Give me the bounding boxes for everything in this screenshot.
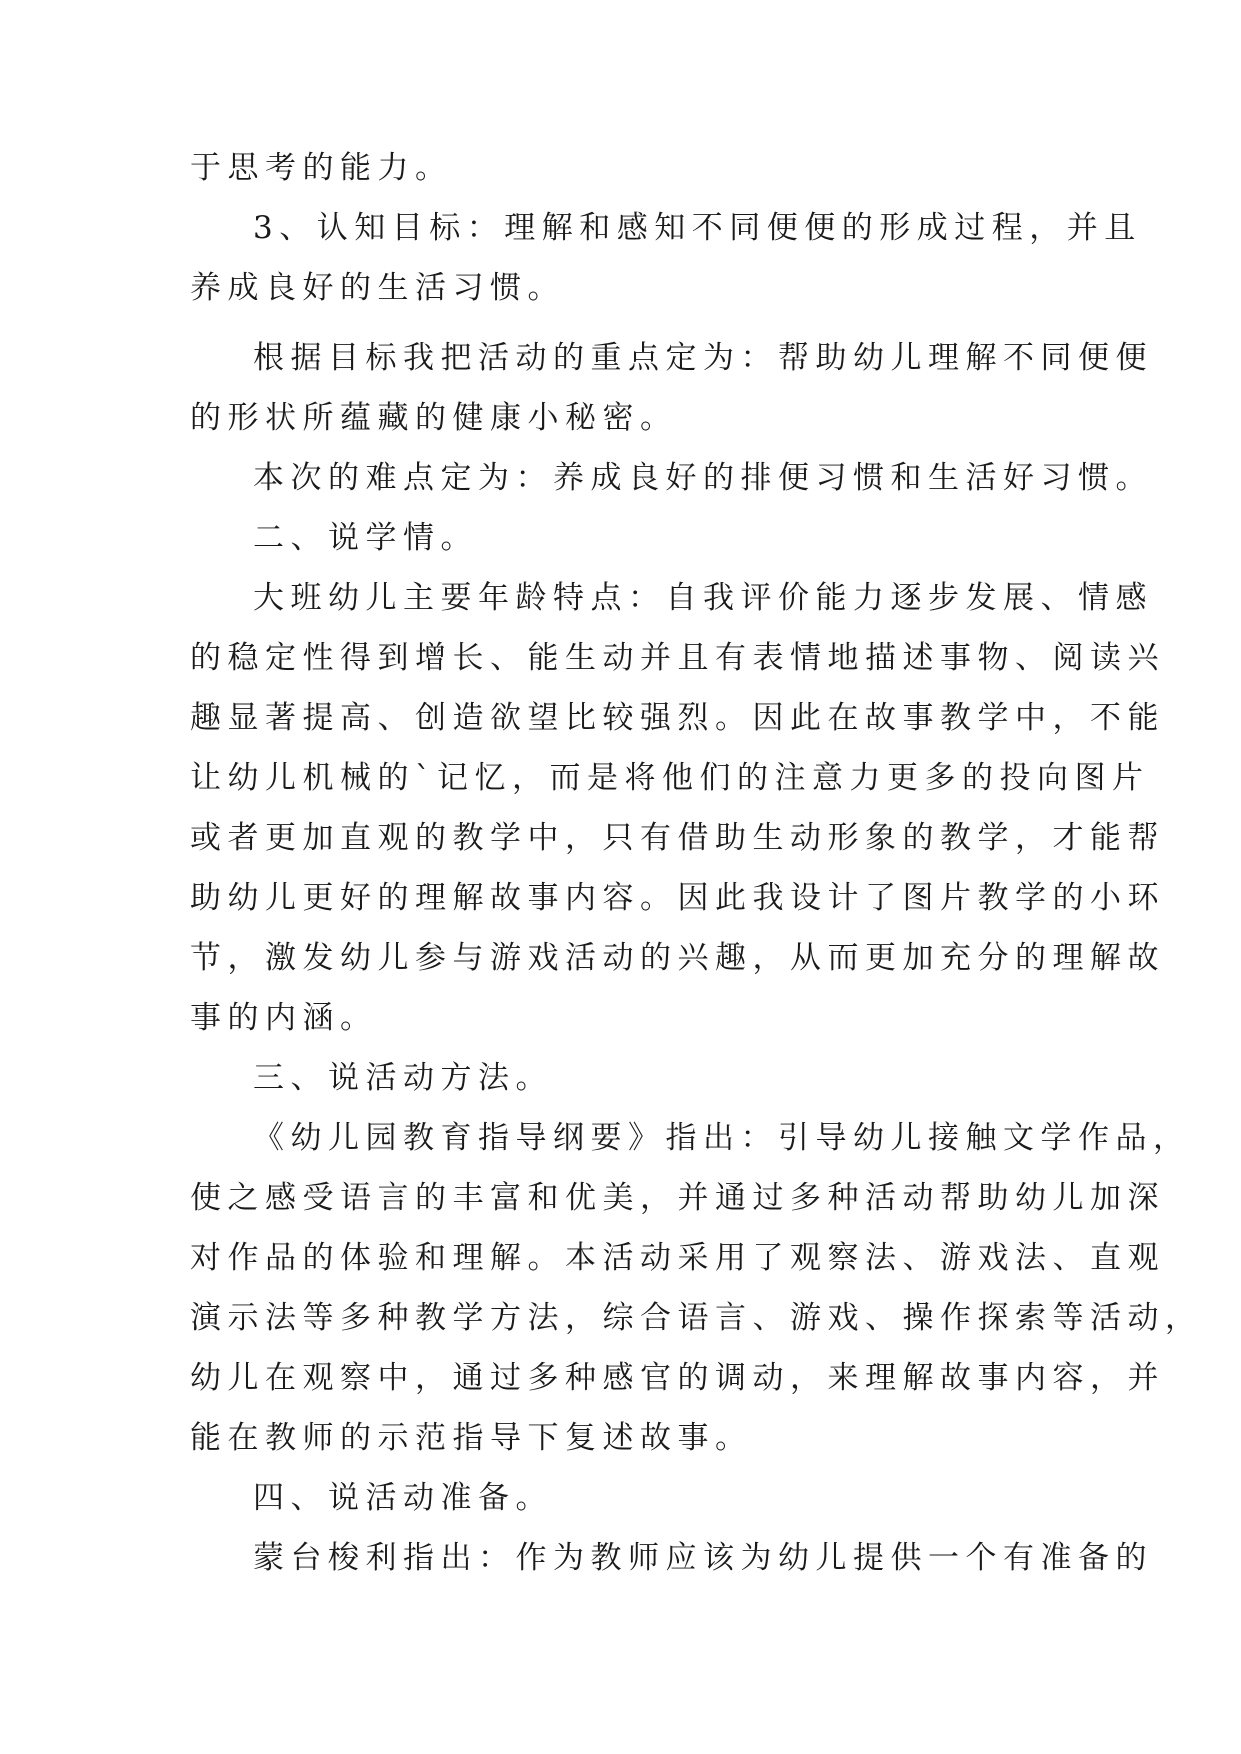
text-line: 养成良好的生活习惯。: [190, 270, 565, 306]
text-line: 根据目标我把活动的重点定为：帮助幼儿理解不同便便: [253, 340, 1153, 376]
text-line: 四、说活动准备。: [253, 1480, 553, 1516]
text-line: 的形状所蕴藏的健康小秘密。: [190, 400, 678, 436]
text-line: 《幼儿园教育指导纲要》指出：引导幼儿接触文学作品，: [253, 1120, 1191, 1156]
text-line: 或者更加直观的教学中，只有借助生动形象的教学，才能帮: [190, 820, 1165, 856]
text-line: 事的内涵。: [190, 1000, 378, 1036]
text-line: 对作品的体验和理解。本活动采用了观察法、游戏法、直观: [190, 1240, 1165, 1276]
text-line: 让幼儿机械的`记忆，而是将他们的注意力更多的投向图片: [190, 760, 1150, 796]
text-line: 节，激发幼儿参与游戏活动的兴趣，从而更加充分的理解故: [190, 940, 1165, 976]
text-line: 趣显著提高、创造欲望比较强烈。因此在故事教学中，不能: [190, 700, 1165, 736]
text-line: 演示法等多种教学方法，综合语言、游戏、操作探索等活动，: [190, 1300, 1203, 1336]
text-line: 二、说学情。: [253, 520, 478, 556]
text-line: 助幼儿更好的理解故事内容。因此我设计了图片教学的小环: [190, 880, 1165, 916]
text-line: 蒙台梭利指出：作为教师应该为幼儿提供一个有准备的: [253, 1540, 1153, 1576]
text-line: 能在教师的示范指导下复述故事。: [190, 1420, 753, 1456]
text-line: 本次的难点定为：养成良好的排便习惯和生活好习惯。: [253, 460, 1153, 496]
text-line: 3、认知目标：理解和感知不同便便的形成过程，并且: [253, 210, 1142, 246]
text-line: 大班幼儿主要年龄特点：自我评价能力逐步发展、情感: [253, 580, 1153, 616]
text-line: 的稳定性得到增长、能生动并且有表情地描述事物、阅读兴: [190, 640, 1165, 676]
text-line: 使之感受语言的丰富和优美，并通过多种活动帮助幼儿加深: [190, 1180, 1165, 1216]
text-line: 三、说活动方法。: [253, 1060, 553, 1096]
text-line: 于思考的能力。: [190, 150, 453, 186]
text-line: 幼儿在观察中，通过多种感官的调动，来理解故事内容，并: [190, 1360, 1165, 1396]
